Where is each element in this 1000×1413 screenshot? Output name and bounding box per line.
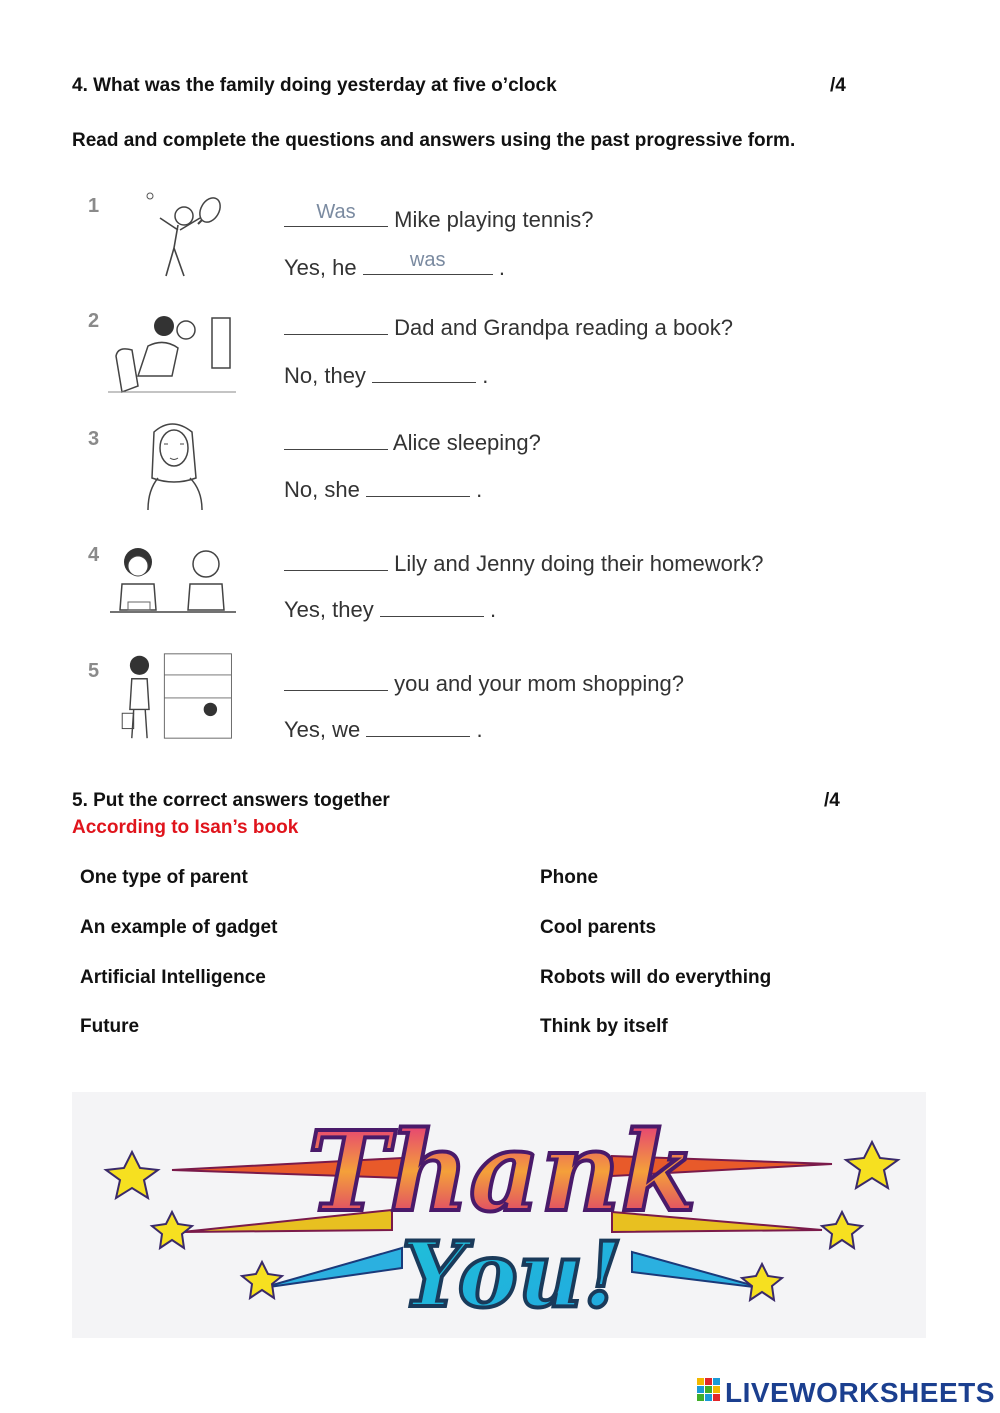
filled-answer: was [409, 249, 446, 271]
reply-prefix: Yes, he [284, 255, 357, 280]
dad-grandpa-computer-illustration [108, 306, 238, 398]
thank-you-graphic [72, 1092, 926, 1338]
reply-prefix: Yes, we [284, 717, 361, 742]
thank-you-banner [72, 1092, 926, 1338]
section-5-title: 5. Put the correct answers together [72, 790, 390, 811]
logo-icon [697, 1378, 721, 1408]
answer-blank[interactable] [363, 249, 493, 275]
answer-blank[interactable] [284, 427, 388, 450]
thank-text: Thank [307, 1107, 697, 1236]
reply-4 [284, 594, 496, 623]
match-right-item[interactable]: Cool parents [540, 917, 657, 938]
answer-blank[interactable] [284, 668, 388, 691]
logo-text: LIVEWORKSHEETS [725, 1377, 995, 1408]
question-text: Alice sleeping? [392, 430, 541, 455]
match-right-item[interactable]: Robots will do everything [540, 967, 772, 988]
match-right-item[interactable]: Think by itself [540, 1016, 668, 1037]
reply-2 [284, 360, 488, 389]
reply-1 [284, 249, 505, 281]
question-text: Lily and Jenny doing their homework? [394, 551, 764, 576]
question-text: Dad and Grandpa reading a book? [394, 315, 733, 340]
tennis-boy-illustration [108, 188, 238, 280]
section-4-title: 4. What was the family doing yesterday at five o’clock [72, 75, 557, 96]
filled-answer: Was [316, 201, 356, 223]
question-text: Mike playing tennis? [394, 207, 594, 232]
section-4-score: /4 [830, 75, 846, 96]
reply-prefix: No, they [284, 363, 366, 388]
reply-prefix: Yes, they [284, 597, 374, 622]
item-number: 3 [88, 428, 100, 450]
item-number: 5 [88, 660, 100, 682]
reply-3 [284, 474, 482, 503]
question-4 [284, 548, 763, 577]
question-1 [284, 201, 594, 233]
answer-blank[interactable] [380, 594, 484, 617]
match-left-item[interactable]: Artificial Intelligence [80, 967, 266, 988]
period: . [489, 597, 497, 622]
lily-jenny-homework-illustration [108, 540, 238, 632]
alice-illustration [108, 418, 238, 510]
period: . [476, 717, 483, 742]
item-number: 1 [88, 195, 100, 217]
answer-blank[interactable] [284, 548, 388, 571]
question-text: you and your mom shopping? [394, 671, 684, 696]
reply-5 [284, 714, 483, 743]
you-text: You! [401, 1222, 623, 1328]
answer-blank[interactable] [366, 474, 470, 497]
period: . [498, 255, 505, 280]
answer-blank[interactable] [284, 312, 388, 335]
match-left-item[interactable]: An example of gadget [80, 917, 278, 938]
section-5-score: /4 [824, 790, 840, 811]
question-5 [284, 668, 684, 697]
item-number: 2 [88, 310, 100, 332]
section-5-subtitle: According to Isan’s book [72, 817, 299, 838]
match-right-item[interactable]: Phone [540, 867, 599, 888]
item-number: 4 [88, 544, 100, 566]
section-4-instruction: Read and complete the questions and answers using the past progressive form. [72, 130, 796, 151]
match-left-item[interactable]: Future [80, 1016, 140, 1037]
answer-blank[interactable] [284, 201, 388, 227]
period: . [482, 363, 489, 388]
match-left-item[interactable]: One type of parent [80, 867, 248, 888]
shopping-illustration [108, 650, 238, 742]
reply-prefix: No, she [284, 477, 360, 502]
answer-blank[interactable] [366, 714, 470, 737]
answer-blank[interactable] [372, 360, 476, 383]
question-3 [284, 427, 541, 456]
period: . [476, 477, 483, 502]
question-2 [284, 312, 733, 341]
liveworksheets-logo [697, 1376, 995, 1410]
